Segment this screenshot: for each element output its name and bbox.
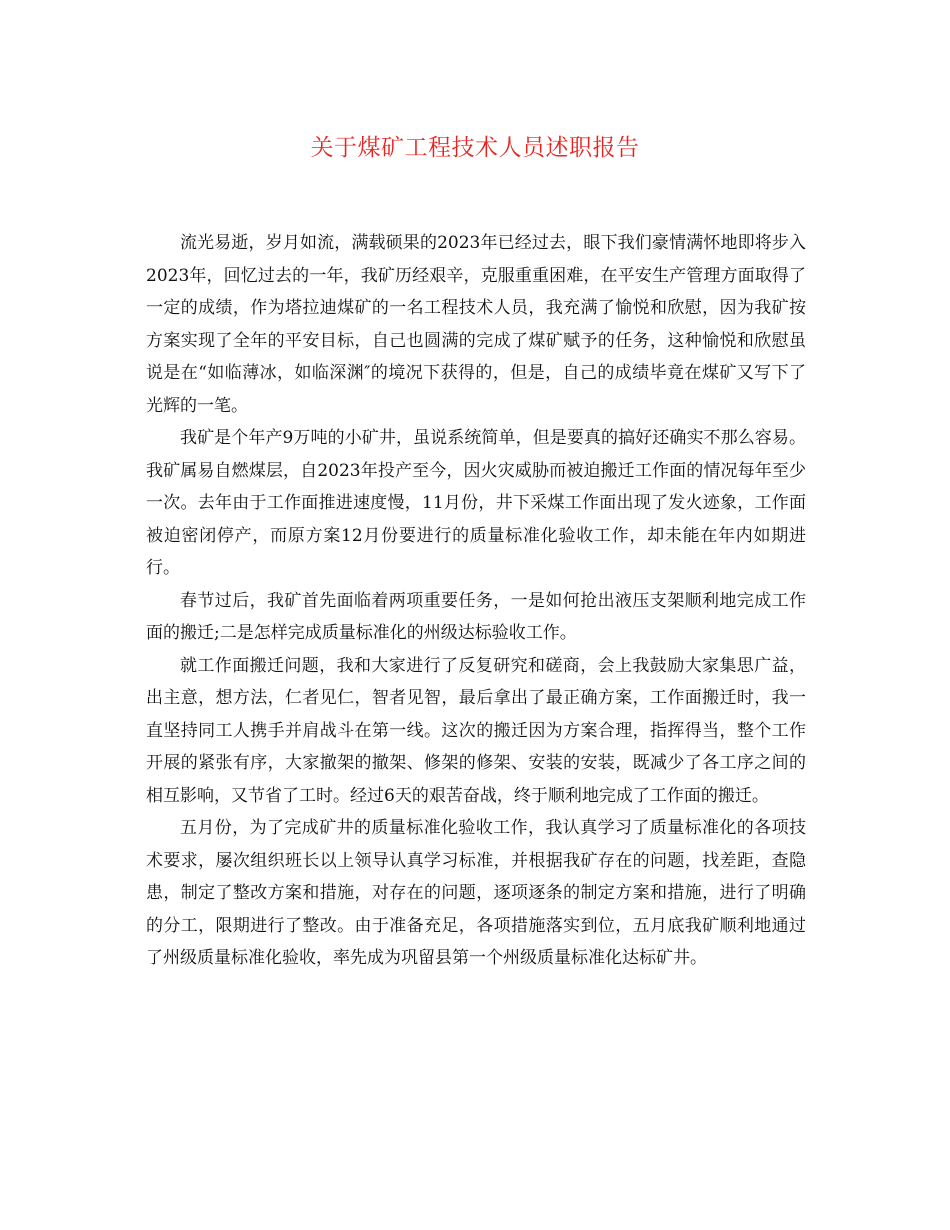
- paragraph-5: 五月份，为了完成矿井的质量标准化验收工作，我认真学习了质量标准化的各项技术要求，屡次组织班长以上领导认真学习标准，并根据我矿存在的问题，找差距，查隐患，制定了整改方案和措施，对存在的问题，逐项逐条的制定方案和措施，进行了明确的分工，限期进行了整改。由于准备充足，各项措施落实到位，五月底我矿顺利地通过了州级质量标准化验收，率先成为巩留县第一个州级质量标准化达标矿井。: [146, 818, 806, 968]
- paragraph-2: 我矿是个年产9万吨的小矿井，虽说系统简单，但是要真的搞好还确实不那么容易。我矿属易自燃煤层，自2023年投产至今，因火灾威胁而被迫搬迁工作面的情况每年至少一次。去年由于工作面推进速度慢，11月份，井下采煤工作面出现了发火迹象，工作面被迫密闭停产，而原方案12月份要进行的质量标准化验收工作，却未能在年内如期进行。: [146, 428, 806, 578]
- paragraph-3: 春节过后，我矿首先面临着两项重要任务，一是如何抢出液压支架顺利地完成工作面的搬迁;二是怎样完成质量标准化的州级达标验收工作。: [146, 590, 806, 643]
- document-body: [146, 227, 806, 975]
- paragraph-4: 就工作面搬迁问题，我和大家进行了反复研究和磋商，会上我鼓励大家集思广益，出主意，想方法，仁者见仁，智者见智，最后拿出了最正确方案，工作面搬迁时，我一直坚持同工人携手并肩战斗在第一线。这次的搬迁因为方案合理，指挥得当，整个工作开展的紧张有序，大家撤架的撤架、修架的修架、安装的安装，既减少了各工序之间的相互影响，又节省了工时。经过6天的艰苦奋战，终于顺利地完成了工作面的搬迁。: [146, 655, 806, 806]
- paragraph-1: 流光易逝，岁月如流，满载硕果的2023年已经过去，眼下我们豪情满怀地即将步入2023年，回忆过去的一年，我矿历经艰辛，克服重重困难，在平安生产管理方面取得了一定的成绩，作为塔拉迪煤矿的一名工程技术人员，我充满了愉悦和欣慰，因为我矿按方案实现了全年的平安目标，自己也圆满的完成了煤矿赋予的任务，这种愉悦和欣慰虽说是在“如临薄冰，如临深渊″的境况下获得的，但是，自己的成绩毕竟在煤矿又写下了光辉的一笔。: [146, 233, 806, 416]
- document-title: 关于煤矿工程技术人员述职报告: [310, 135, 640, 161]
